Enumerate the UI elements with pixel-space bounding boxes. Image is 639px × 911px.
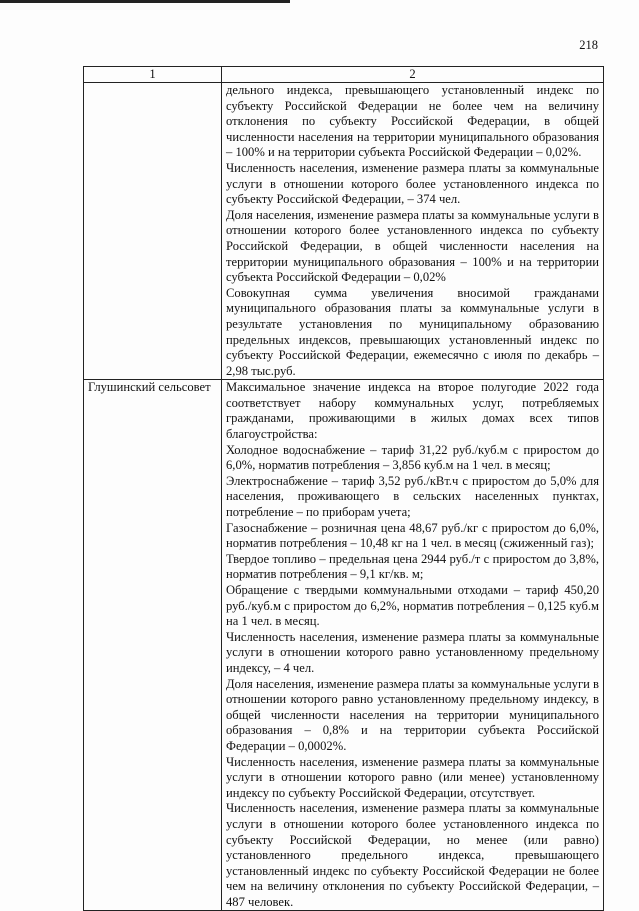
municipality-name: Глушинский сельсовет [88, 380, 211, 395]
paragraph: Доля населения, изменение размера платы за коммунальные услуги в отношении которого более установленного индекса по субъекту Российской Федерации, в общей численности населения на территории муниципального образования – 100% и на территории субъекта Российской Федерации – 0,02% [226, 207, 599, 285]
paragraph: Численность населения, изменение размера платы за коммунальные услуги в отношении которого более установленного индекса по субъекту Российской Федерации, – 374 чел. [226, 160, 599, 207]
municipality-cell [84, 83, 222, 380]
description-cell [222, 380, 604, 911]
paragraph: Твердое топливо – предельная цена 2944 руб./т с приростом до 3,8%, норматив потребления – 9,1 кг/кв. м; [226, 551, 599, 582]
description-cell [222, 83, 604, 380]
column-header-2: 2 [222, 67, 604, 83]
table-row [84, 380, 604, 911]
paragraph: Обращение с твердыми коммунальными отходами – тариф 450,20 руб./куб.м с приростом до 6,2%, норматив потребления – 0,125 куб.м на 1 чел. в месяц. [226, 583, 599, 629]
paragraph: Численность населения, изменение размера платы за коммунальные услуги в отношении которого более установленного индекса по субъекту Российской Федерации, но менее (или равно) установленного предельного индекса, превышающего установленный индекс по субъекту Российской Федерации не более чем на величину отклонения по субъекту Российской Федерации, – 487 человек. [226, 801, 599, 909]
top-rule [0, 0, 290, 3]
table-header-row [84, 67, 604, 83]
column-header-1: 1 [84, 67, 222, 83]
paragraph: Совокупная сумма увеличения вносимой гражданами муниципального образования платы за коммунальные услуги в результате установления по муниципальному образованию предельных индексов, превышающих установленный индекс по субъекту Российской Федерации, ежемесячно с июля по декабрь – 2,98 тыс.руб. [226, 285, 599, 378]
paragraph: дельного индекса, превышающего установленный индекс по субъекту Российской Федерации не более чем на величину отклонения по субъекту Российской Федерации, в общей численности населения на территории муниципального образования – 100% и на территории субъекта Российской Федерации – 0,02%. [226, 83, 599, 160]
paragraph: Доля населения, изменение размера платы за коммунальные услуги в отношении которого равно установленному предельному индексу, в общей численности населения на территории муниципального образования – 0,8% и на территории субъекта Российской Федерации – 0,0002%. [226, 676, 599, 753]
paragraph: Численность населения, изменение размера платы за коммунальные услуги в отношении которого равно (или менее) установленному индексу по субъекту Российской Федерации, отсутствует. [226, 754, 599, 800]
page-number: 218 [579, 38, 598, 52]
table-row [84, 83, 604, 380]
document-table [83, 66, 604, 911]
municipality-cell [84, 380, 222, 911]
paragraph: Максимальное значение индекса на второе полугодие 2022 года соответствует набору коммунальных услуг, потребляемых гражданами, проживающими в жилых домах всех типов благоустройства: [226, 380, 599, 442]
paragraph: Холодное водоснабжение – тариф 31,22 руб./куб.м с приростом до 6,0%, норматив потребления – 3,856 куб.м на 1 чел. в месяц; [226, 442, 599, 473]
paragraph: Численность населения, изменение размера платы за коммунальные услуги в отношении которого равно установленному предельному индексу, – 4 чел. [226, 629, 599, 675]
paragraph: Электроснабжение – тариф 3,52 руб./кВт.ч с приростом до 5,0% для населения, проживающего в сельских населенных пунктах, потребление – по приборам учета; [226, 473, 599, 520]
paragraph: Газоснабжение – розничная цена 48,67 руб./кг с приростом до 6,0%, норматив потребления – 10,48 кг на 1 чел. в месяц (сжиженный газ); [226, 520, 599, 551]
